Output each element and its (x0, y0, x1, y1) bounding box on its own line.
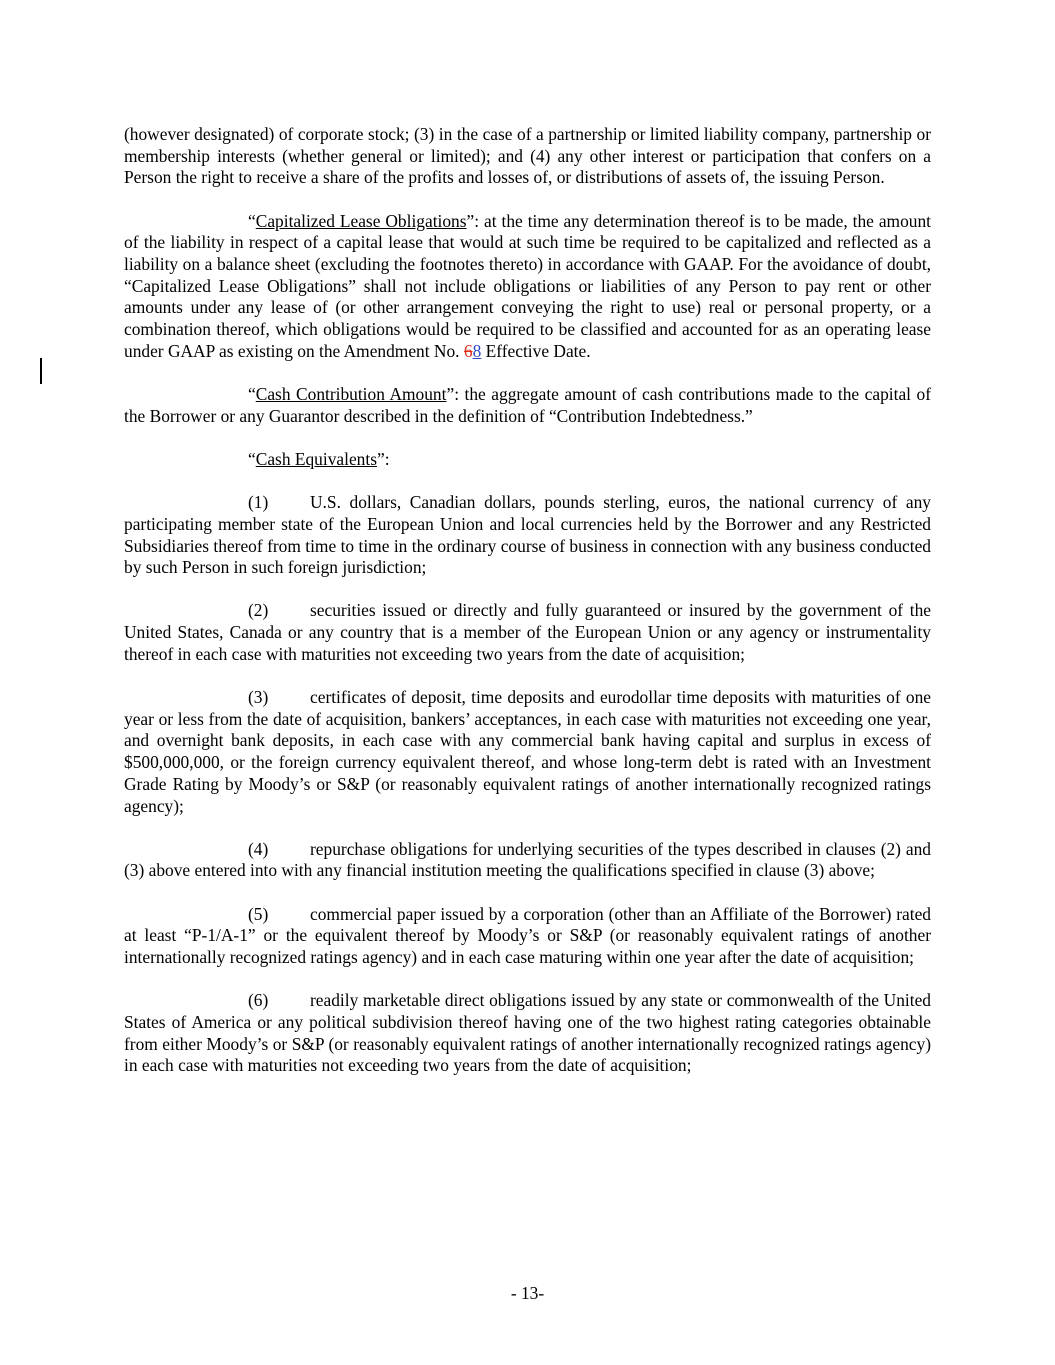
definition-tail: Effective Date. (481, 340, 591, 361)
open-quote: “ (248, 210, 256, 231)
defined-term: Cash Equivalents (255, 448, 377, 469)
definition-capitalized-lease-obligations (124, 211, 931, 363)
clause-text: U.S. dollars, Canadian dollars, pounds sterling, euros, the national currency of any participating member state of the European Union and local currencies held by the Borrower and any Restricted Subsidiaries thereof from time to time in the ordinary course of business in connection with any business conducted by such Person in such foreign jurisdiction; (124, 492, 931, 578)
definition-body: the aggregate amount of cash contributions made to the capital of the Borrower or any Guarantor described in the definition of “Contribution Indebtedness.” (124, 384, 931, 426)
definition-cash-equivalents (124, 449, 931, 471)
clause-text: repurchase obligations for underlying securities of the types described in clauses (2) and (3) above entered into with any financial institution meeting the qualifications specified in clause (3) above; (124, 838, 931, 881)
deleted-revision-text: 6 (463, 340, 473, 361)
revision-change-bar (40, 358, 42, 384)
clause-text: securities issued or directly and fully guaranteed or insured by the government of the United States, Canada or any country that is a member of the European Union or any agency or instrumentality thereof in each case with maturities not exceeding two years from the date of acquisition; (124, 600, 931, 664)
clause-number: (1) (248, 492, 269, 513)
definition-body: at the time any determination thereof is to be made, the amount of the liability in respect of a capital lease that would at such time be required to be capitalized and reflected as a liability on a balance sheet (excluding the footnotes thereto) in accordance with GAAP. For the avoidance of doubt, “Capitalized Lease Obligations” shall not include obligations or liabilities of any Person to pay rent or other amounts under any lease of (or other arrangement conveying the right to use) real or personal property, or a combination thereof, which obligations would be required to be classified and accounted for as an operating lease under GAAP as existing on the Amendment No. (124, 210, 931, 361)
close-quote: ”: (446, 384, 460, 405)
page-number: - 13- (510, 1283, 545, 1303)
inserted-revision-text: 8 (472, 340, 482, 361)
clause-6 (124, 990, 931, 1077)
clause-4 (124, 839, 931, 882)
clause-5 (124, 904, 931, 969)
clause-text: commercial paper issued by a corporation (other than an Affiliate of the Borrower) rated at least “P-1/A-1” or the equivalent thereof by Moody’s or S&P (or reasonably equivalent ratings of another internationally recognized ratings agency) and in each case maturing within one year after the date of acquisition; (124, 903, 931, 968)
clause-number: (4) (248, 838, 269, 859)
clause-number: (2) (248, 600, 269, 621)
defined-term: Cash Contribution Amount (255, 384, 447, 405)
clause-2 (124, 600, 931, 665)
clause-number: (6) (248, 990, 269, 1011)
clause-1 (124, 492, 931, 579)
clause-number: (3) (248, 687, 269, 708)
close-quote: ”: (466, 210, 480, 231)
definition-cash-contribution-amount (124, 384, 931, 427)
intro-paragraph: (however designated) of corporate stock; (3) in the case of a partnership or limited liability company, partnership or membership interests (whether general or limited); and (4) any other interest or participation that confers on a Person the right to receive a share of the profits and losses of, or distributions of assets of, the issuing Person. (124, 124, 931, 188)
open-quote: “ (248, 448, 256, 469)
clause-3 (124, 687, 931, 817)
clause-text: certificates of deposit, time deposits and eurodollar time deposits with maturities of one year or less from the date of acquisition, bankers’ acceptances, in each case with maturities not exceeding one year, and overnight bank deposits, in each case with any commercial bank having capital and surplus in excess of $500,000,000, or the foreign currency equivalent thereof, and whose long-term debt is rated with an Investment Grade Rating by Moody’s or S&P (or reasonably equivalent ratings of another internationally recognized ratings agency); (124, 687, 931, 816)
defined-term: Capitalized Lease Obligations (255, 210, 467, 231)
close-quote: ”: (376, 448, 390, 469)
clause-number: (5) (248, 903, 269, 924)
open-quote: “ (248, 384, 256, 405)
clause-text: readily marketable direct obligations issued by any state or commonwealth of the United States of America or any political subdivision thereof having one of the two highest rating categories obtainable from either Moody’s or S&P (or reasonably equivalent ratings of another internationally recognized ratings agency) in each case with maturities not exceeding two years from the date of acquisition; (124, 990, 931, 1076)
document-page (124, 124, 931, 1099)
